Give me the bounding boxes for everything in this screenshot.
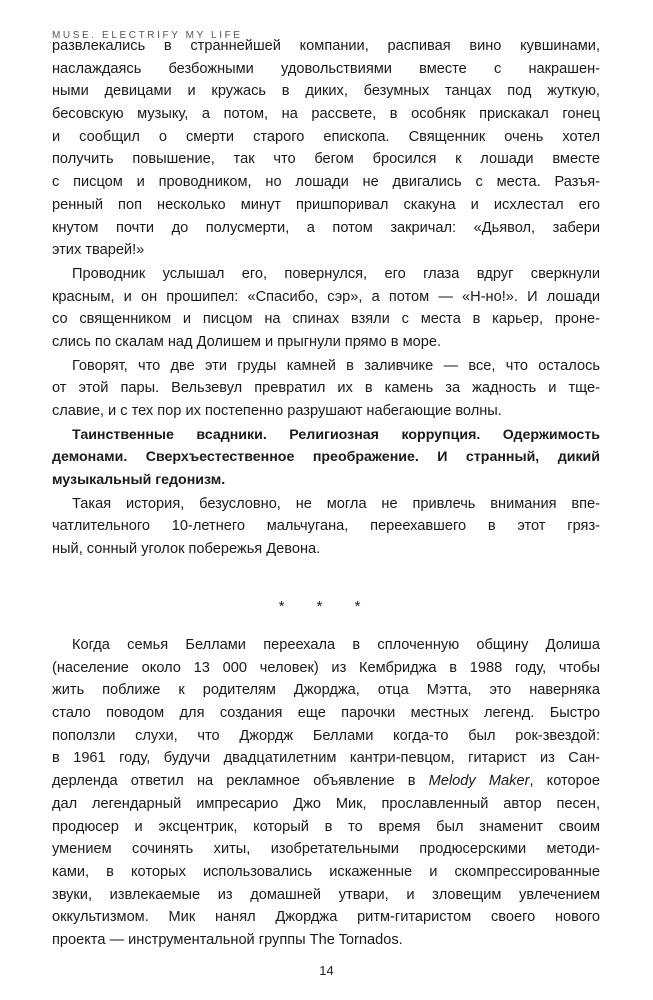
text-line: стало поводом для создания еще парочки местных легенд. Быстро xyxy=(52,705,600,722)
paragraph xyxy=(52,355,600,423)
italic-title: Melody Maker xyxy=(428,773,530,790)
section-separator: * * * xyxy=(278,598,375,615)
text-line: Такая история, безусловно, не могла не привлечь внимания впе- xyxy=(72,495,600,512)
text-line: от этой пары. Вельзевул превратил их в камень за жадность и тще- xyxy=(52,380,600,397)
text-line: проекта — инструментальной группы The Tornados. xyxy=(52,931,403,948)
text-line: с писцом и проводником, но лошади не двигались с места. Разъя- xyxy=(52,174,600,191)
text-line: Проводник услышал его, повернулся, его глаза вдруг сверкнули xyxy=(72,265,600,282)
text-line xyxy=(52,770,600,793)
text-line: звуки, извлекаемые из домашней утвари, и зловещим увлечением xyxy=(52,886,600,903)
text-line: в 1961 году, будучи двадцатилетним кантри-певцом, гитарист из Сан- xyxy=(52,750,600,767)
text-line: ренный поп несколько минут пришпоривал скакуна и исхлестал его xyxy=(52,196,600,213)
text-line: продюсер и эксцентрик, который в то время был знаменит своим xyxy=(52,818,600,835)
text-line: умением сочинять хиты, изобретательными продюсерскими методи- xyxy=(52,841,600,858)
running-head: MUSE. ELECTRIFY MY LIFE xyxy=(52,30,243,41)
text-line: этих тварей!» xyxy=(52,242,145,259)
text-line: Говорят, что две эти груды камней в заливчике — все, что осталось xyxy=(72,357,600,374)
text-line: и сообщил о смерти старого епископа. Священник очень хотел xyxy=(52,128,600,145)
text-line: (население около 13 000 человек) из Кембриджа в 1988 году, чтобы xyxy=(52,659,600,676)
text-line: наслаждаясь безбожными удовольствиями вместе с накрашен- xyxy=(52,60,600,77)
text-line: бесовскую музыку, а потом, на рассвете, в особняк прискакал гонец xyxy=(52,106,600,123)
text-line: чатлительного 10-летнего мальчугана, переехавшего в этот гряз- xyxy=(52,518,600,535)
page-number: 14 xyxy=(319,963,334,978)
paragraph xyxy=(52,493,600,561)
text-line: ными девицами и кружась в диких, безумных танцах под жуткую, xyxy=(52,83,600,100)
text-segment: , которое xyxy=(529,773,600,790)
text-line: дал легендарный импресарио Джо Мик, прославленный автор песен, xyxy=(52,795,600,812)
text-line: кнутом почти до полусмерти, а потом закричал: «Дьявол, забери xyxy=(52,219,600,236)
text-line: жить поближе к родителям Джорджа, отца Мэтта, это наверняка xyxy=(52,682,600,699)
text-line: славие, и с тех пор их постепенно разрушают набегающие волны. xyxy=(52,403,502,419)
text-line: ный, сонный уголок побережья Девона. xyxy=(52,541,321,558)
text-line: красным, и он прошипел: «Спасибо, сэр», а потом — «Н-но!». И лошади xyxy=(52,288,600,305)
paragraph xyxy=(52,263,600,354)
bold-paragraph xyxy=(52,424,600,492)
text-line: музыкальный гедонизм. xyxy=(52,472,226,489)
text-section-2 xyxy=(52,634,600,953)
text-line: со священником и писцом на спинах взяли с места в карьер, проне- xyxy=(52,311,600,328)
text-line: демонами. Сверхъестественное преображение. И странный, дикий xyxy=(52,449,600,466)
text-line: Таинственные всадники. Религиозная коррупция. Одержимость xyxy=(72,426,600,443)
text-line: развлекались в страннейшей компании, распивая вино кувшинами, xyxy=(52,38,600,54)
text-line: Когда семья Беллами переехала в сплоченную общину Долиша xyxy=(72,637,600,653)
text-segment: дерленда ответил на рекламное объявление в xyxy=(52,773,429,790)
text-line: поползли слухи, что Джордж Беллами когда-то был рок-звездой: xyxy=(52,727,600,744)
paragraph xyxy=(52,35,600,262)
text-line: слись по скалам над Долишем и прыгнули прямо в море. xyxy=(52,333,442,350)
text-line: оккультизмом. Мик нанял Джорджа ритм-гитаристом своего нового xyxy=(52,909,600,926)
text-section-1 xyxy=(52,35,600,562)
paragraph xyxy=(52,634,600,952)
text-line: получить повышение, так что бегом бросился к лошади вместе xyxy=(52,151,600,168)
text-line: ками, в которых использовались искаженные и скомпрессированные xyxy=(52,863,600,880)
